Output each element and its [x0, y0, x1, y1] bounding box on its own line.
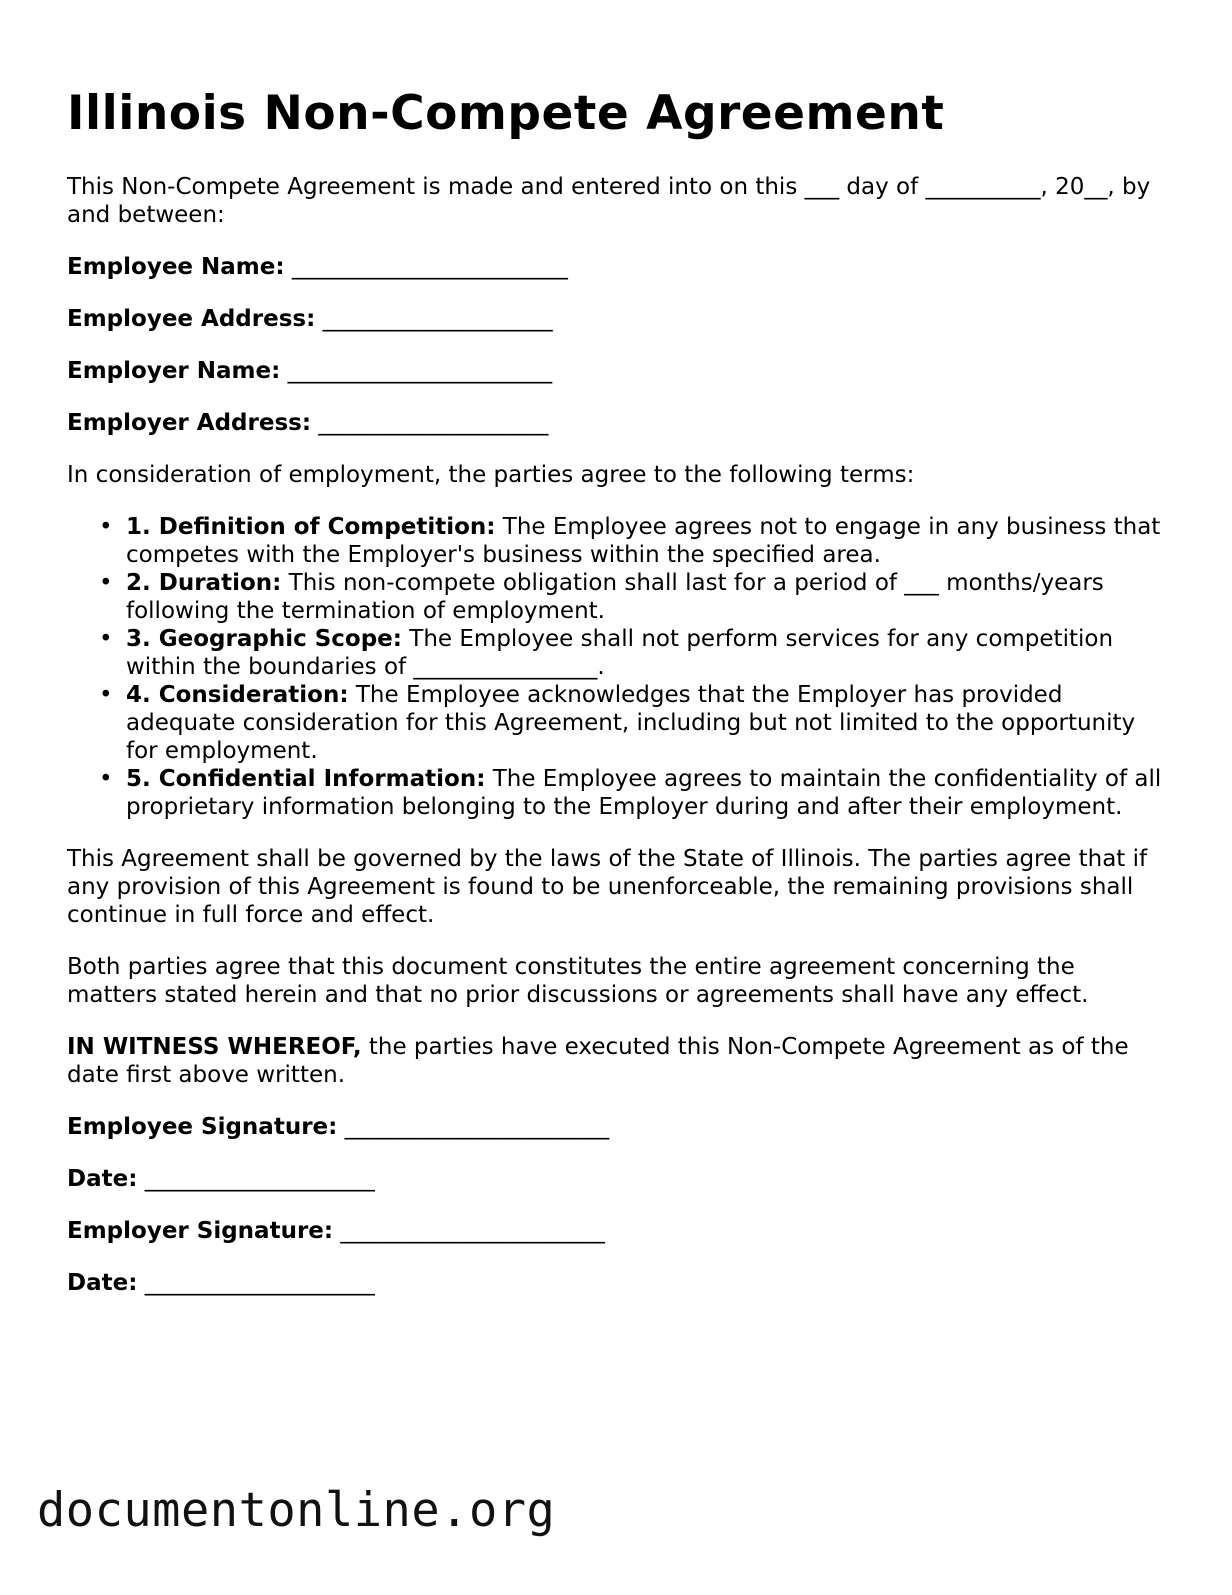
field-label: Employee Address: — [67, 306, 316, 332]
term-text: The Employee acknowledges that the Employer has provided adequate consideration for this Agreement, including but not limited to the opportunity for employment. — [126, 682, 1136, 764]
employee-date-field — [67, 1165, 1167, 1193]
employer-address-field — [67, 409, 1167, 437]
field-blank: ________________________ — [291, 254, 568, 280]
witness-text: the parties have executed this Non-Compete Agreement as of the date first above written. — [67, 1034, 1129, 1088]
field-label: Employer Name: — [67, 358, 281, 384]
field-label: Employer Signature: — [67, 1218, 334, 1244]
field-label: Employee Name: — [67, 254, 285, 280]
term-item — [126, 765, 1167, 821]
term-heading: 2. Duration: — [126, 570, 282, 596]
term-item — [126, 569, 1167, 625]
document-page — [67, 84, 1167, 1321]
field-blank: ____________________ — [144, 1270, 375, 1296]
employee-name-field — [67, 253, 1167, 281]
term-text: This non-compete obligation shall last for a period of ___ months/years following the termination of employment. — [126, 570, 1104, 624]
document-title: Illinois Non-Compete Agreement — [67, 86, 945, 141]
term-heading: 1. Definition of Competition: — [126, 514, 496, 540]
witness-heading: IN WITNESS WHEREOF, — [67, 1034, 362, 1060]
field-blank: ____________________ — [322, 306, 553, 332]
field-label: Employee Signature: — [67, 1114, 338, 1140]
employee-signature-field — [67, 1113, 1167, 1141]
terms-list — [67, 513, 1167, 821]
employer-signature-field — [67, 1217, 1167, 1245]
field-label: Date: — [67, 1270, 138, 1296]
term-heading: 4. Consideration: — [126, 682, 349, 708]
term-heading: 3. Geographic Scope: — [126, 626, 402, 652]
governing-law-paragraph: This Agreement shall be governed by the laws of the State of Illinois. The parties agree that if any provision of this Agreement is found to be unenforceable, the remaining provisions shall continue in full force and effect. — [67, 846, 1148, 928]
employee-address-field — [67, 305, 1167, 333]
field-blank: ____________________ — [318, 410, 549, 436]
witness-paragraph — [67, 1033, 1167, 1089]
employer-name-field — [67, 357, 1167, 385]
field-label: Date: — [67, 1166, 138, 1192]
watermark-text: documentonline.org — [37, 1483, 556, 1538]
term-text: The Employee shall not perform services for any competition within the boundaries of ________________. — [126, 626, 1114, 680]
term-text: The Employee agrees not to engage in any business that competes with the Employer's business within the specified area. — [126, 514, 1161, 568]
term-item — [126, 681, 1167, 765]
employer-date-field — [67, 1269, 1167, 1297]
term-item — [126, 625, 1167, 681]
field-blank: _______________________ — [340, 1218, 605, 1244]
terms-intro: In consideration of employment, the parties agree to the following terms: — [67, 462, 915, 488]
field-blank: ____________________ — [144, 1166, 375, 1192]
field-blank: _______________________ — [344, 1114, 610, 1140]
intro-paragraph: This Non-Compete Agreement is made and entered into on this ___ day of __________, 20__, by and between: — [67, 174, 1151, 228]
term-text: The Employee agrees to maintain the confidentiality of all proprietary information belonging to the Employer during and after their employment. — [126, 766, 1162, 820]
entire-agreement-paragraph: Both parties agree that this document constitutes the entire agreement concerning the matters stated herein and that no prior discussions or agreements shall have any effect. — [67, 954, 1089, 1008]
term-heading: 5. Confidential Information: — [126, 766, 486, 792]
field-blank: _______________________ — [287, 358, 553, 384]
term-item — [126, 513, 1167, 569]
field-label: Employer Address: — [67, 410, 312, 436]
